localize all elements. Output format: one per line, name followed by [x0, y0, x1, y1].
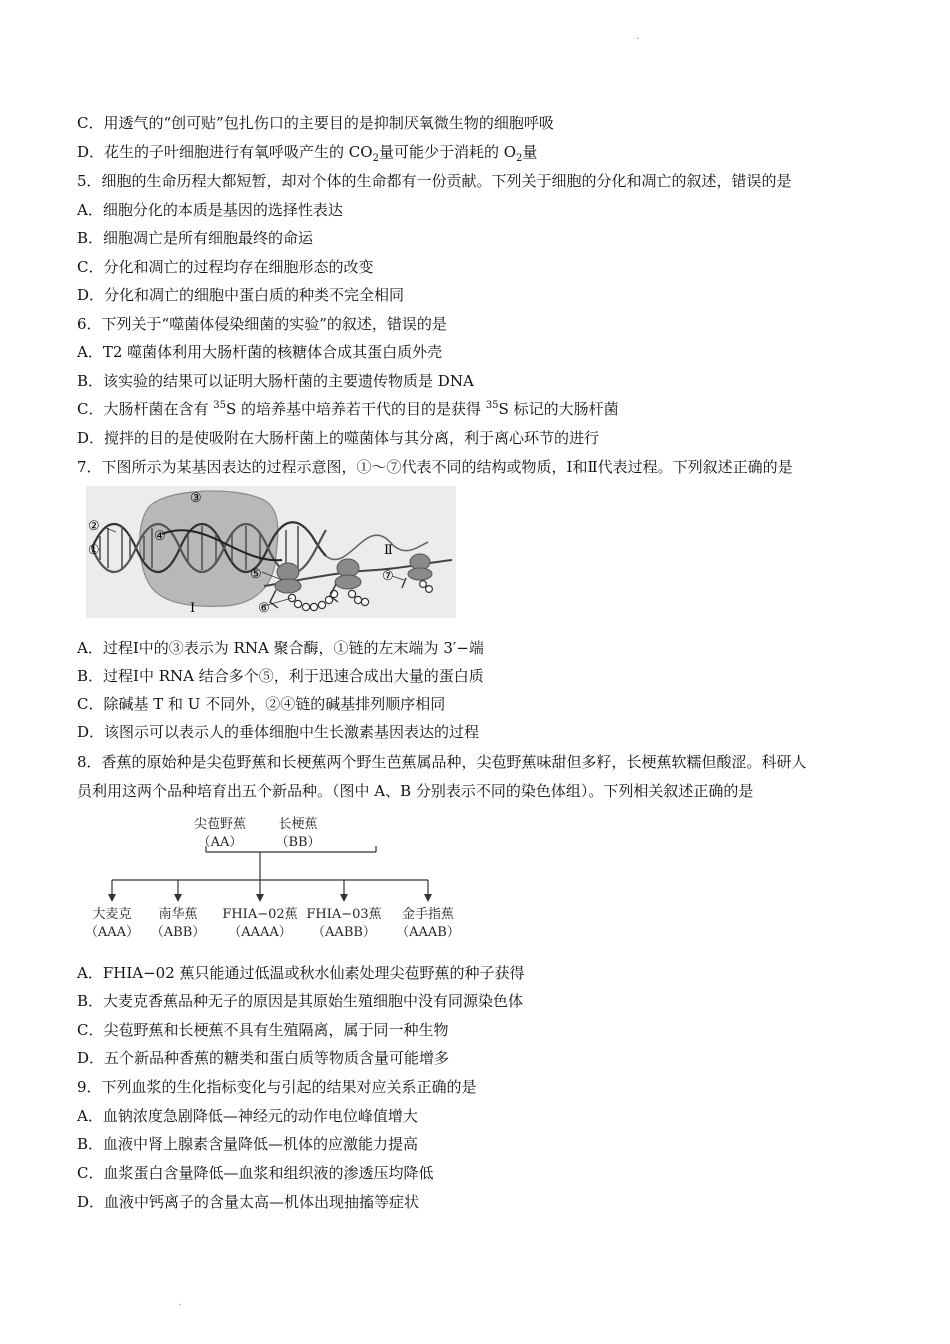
q6-stem: 6．下列关于“噬菌体侵染细菌的实验”的叙述，错误的是	[77, 315, 447, 333]
q6-option-a: A．T2 噬菌体利用大肠杆菌的核糖体合成其蛋白质外壳	[77, 343, 443, 361]
figure-mark-2: ②	[88, 519, 100, 534]
q7-option-c: C．除碱基 T 和 U 不同外，②④链的碱基排列顺序相同	[77, 695, 446, 713]
parent-2-name: 长梗蕉	[278, 817, 318, 832]
figure-mark-4: ④	[154, 529, 166, 544]
figure-mark-3: ③	[190, 491, 202, 506]
banana-breeding-diagram	[80, 812, 480, 944]
q7-stem: 7．下图所示为某基因表达的过程示意图，①～⑦代表不同的结构或物质，Ⅰ和Ⅱ代表过程。下列叙述正确的是	[77, 458, 793, 476]
child-3-genome: （AAAA）	[228, 925, 292, 940]
page-speck: ·	[178, 1300, 182, 1311]
figure-mark-7: ⑦	[382, 569, 394, 584]
q8-option-b: B．大麦克香蕉品种无子的原因是其原始生殖细胞中没有同源染色体	[77, 992, 524, 1010]
q6-option-c: C．大肠杆菌在含有 $^{35}$S 的培养基中培养若干代的目的是获得 $^{35}$S 标记的大肠杆菌	[77, 400, 619, 418]
child-5-genome: （AAAB）	[396, 925, 460, 940]
q6-option-b: B．该实验的结果可以证明大肠杆菌的主要遗传物质是 DNA	[77, 372, 474, 390]
q9-option-c: C．血浆蛋白含量降低—血浆和组织液的渗透压均降低	[77, 1164, 434, 1182]
child-5-name: 金手指蕉	[401, 907, 455, 922]
figure-process-1: Ⅰ	[190, 601, 196, 616]
q5-option-b: B．细胞凋亡是所有细胞最终的命运	[77, 229, 314, 247]
child-4-name: FHIA−03蕉	[306, 907, 382, 922]
figure-mark-6: ⑥	[258, 601, 270, 616]
q9-option-a: A．血钠浓度急剧降低—神经元的动作电位峰值增大	[77, 1107, 418, 1125]
q8-option-a: A．FHIA−02 蕉只能通过低温或秋水仙素处理尖苞野蕉的种子获得	[77, 964, 525, 982]
q5-option-d: D．分化和凋亡的细胞中蛋白质的种类不完全相同	[77, 286, 405, 304]
q6-option-d: D．搅拌的目的是使吸附在大肠杆菌上的噬菌体与其分离，利于离心环节的进行	[77, 429, 600, 447]
q5-option-a: A．细胞分化的本质是基因的选择性表达	[77, 201, 343, 219]
q7-option-a: A．过程Ⅰ中的③表示为 RNA 聚合酶，①链的左末端为 3′−端	[77, 639, 484, 657]
q7-option-b: B．过程Ⅰ中 RNA 结合多个⑤，利于迅速合成出大量的蛋白质	[77, 667, 484, 685]
q5-stem: 5．细胞的生命历程大都短暂，却对个体的生命都有一份贡献。下列关于细胞的分化和凋亡的叙述，错误的是	[77, 172, 792, 190]
parent-1-genome: （AA）	[197, 835, 243, 850]
figure-process-2: Ⅱ	[384, 543, 393, 558]
gene-expression-figure	[86, 486, 456, 618]
child-4-genome: （AABB）	[312, 925, 376, 940]
child-1-genome: （AAA）	[84, 925, 140, 940]
q8-option-d: D．五个新品种香蕉的糖类和蛋白质等物质含量可能增多	[77, 1049, 450, 1067]
q4-option-c: C．用透气的“创可贴”包扎伤口的主要目的是抑制厌氧微生物的细胞呼吸	[77, 114, 554, 132]
figure-mark-5: ⑤	[250, 567, 262, 582]
q4-option-d: D．花生的子叶细胞进行有氧呼吸产生的 $CO_2$量可能少于消耗的 $O_2$量	[77, 143, 538, 164]
q8-stem-line-1: 8．香蕉的原始种是尖苞野蕉和长梗蕉两个野生芭蕉属品种，尖苞野蕉味甜但多籽，长梗蕉软糯但酸涩。科研人	[77, 753, 807, 771]
q8-stem-line-2: 员利用这两个品种培育出五个新品种。（图中 A、B 分别表示不同的染色体组）。下列相关叙述正确的是	[77, 782, 754, 800]
q8-option-c: C．尖苞野蕉和长梗蕉不具有生殖隔离，属于同一种生物	[77, 1021, 449, 1039]
q9-option-b: B．血液中肾上腺素含量降低—机体的应激能力提高	[77, 1135, 419, 1153]
parent-1-name: 尖苞野蕉	[193, 817, 247, 832]
q5-option-c: C．分化和凋亡的过程均存在细胞形态的改变	[77, 258, 374, 276]
q9-stem: 9．下列血浆的生化指标变化与引起的结果对应关系正确的是	[77, 1078, 477, 1096]
page-speck: ·	[636, 34, 640, 45]
parent-2-genome: （BB）	[275, 835, 321, 850]
child-2-name: 南华蕉	[158, 907, 198, 922]
child-1-name: 大麦克	[92, 907, 132, 922]
q7-option-d: D．该图示可以表示人的垂体细胞中生长激素基因表达的过程	[77, 723, 480, 741]
child-2-genome: （ABB）	[150, 925, 206, 940]
q9-option-d: D．血液中钙离子的含量太高—机体出现抽搐等症状	[77, 1193, 420, 1211]
figure-mark-1: ①	[88, 543, 100, 558]
child-3-name: FHIA−02蕉	[222, 907, 298, 922]
